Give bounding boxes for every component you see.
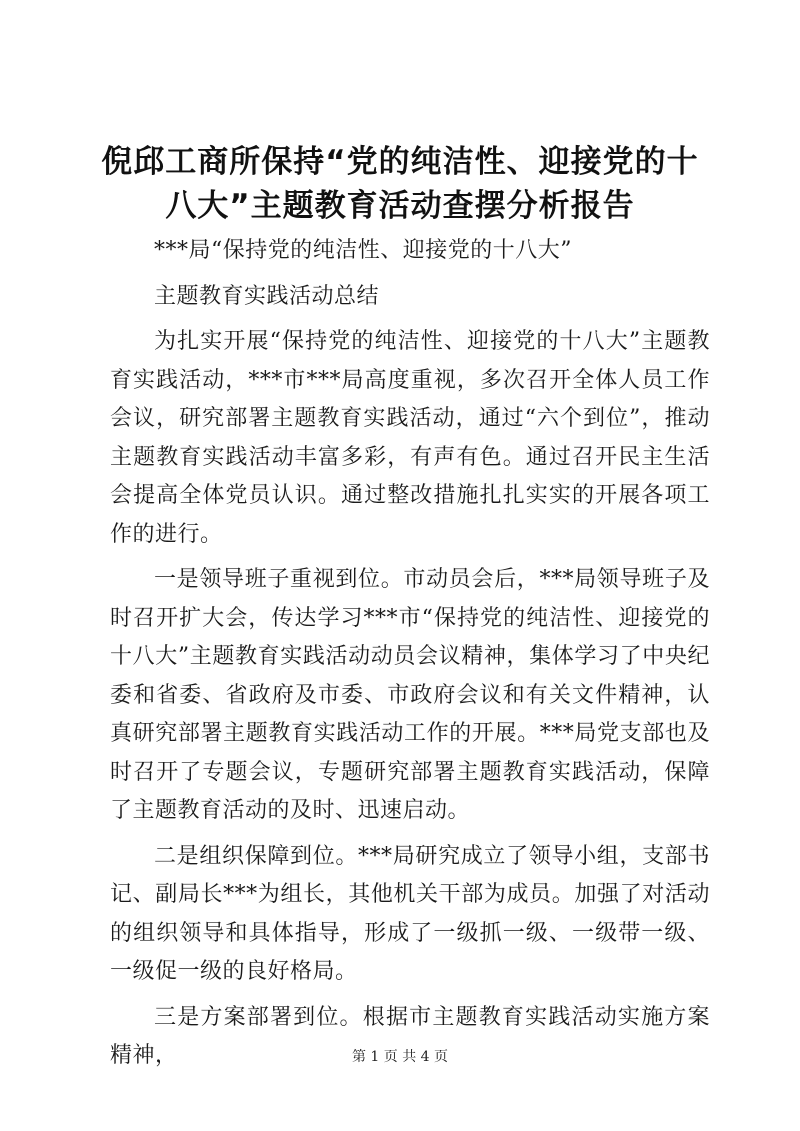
subtitle-line-2: 主题教育实践活动总结 <box>154 283 380 309</box>
body-paragraph: 为扎实开展“保持党的纯洁性、迎接党的十八大”主题教育实践活动，***市***局高度重视，多次召开全体人员工作会议，研究部署主题教育实践活动，通过“六个到位”，推动主题教育实践活动丰富多彩，有声有色。通过召开民主生活会提高全体党员认识。通过整改措施扎扎实实的开展各项工作的进行。 <box>110 329 710 547</box>
body-paragraph: 二是组织保障到位。***局研究成立了领导小组，支部书记、副局长***为组长，其他机关干部为成员。加强了对活动的组织领导和具体指导，形成了一级抓一级、一级带一级、一级促一级的良好格局。 <box>110 843 710 984</box>
subtitle-line-1: ***局“保持党的纯洁性、迎接党的十八大” <box>154 238 572 263</box>
body-paragraph: 三是方案部署到位。根据市主题教育实践活动实施方案精神， <box>110 1004 710 1068</box>
document-title: 倪邱工商所保持“党的纯洁性、迎接党的十八大”主题教育活动查摆分析报告 <box>101 144 699 224</box>
body-paragraph: 一是领导班子重视到位。市动员会后，***局领导班子及时召开扩大会，传达学习***市“保持党的纯洁性、迎接党的十八大”主题教育实践活动动员会议精神，集体学习了中央纪委和省委、省政府及市委、市政府会议和有关文件精神，认真研究部署主题教育实践活动工作的开展。***局党支部也及时召开了专题会议，专题研究部署主题教育实践活动，保障了主题教育活动的及时、迅速启动。 <box>110 567 710 823</box>
document-body <box>110 232 710 1076</box>
page-number-footer: 第 1 页 共 4 页 <box>351 1049 449 1065</box>
